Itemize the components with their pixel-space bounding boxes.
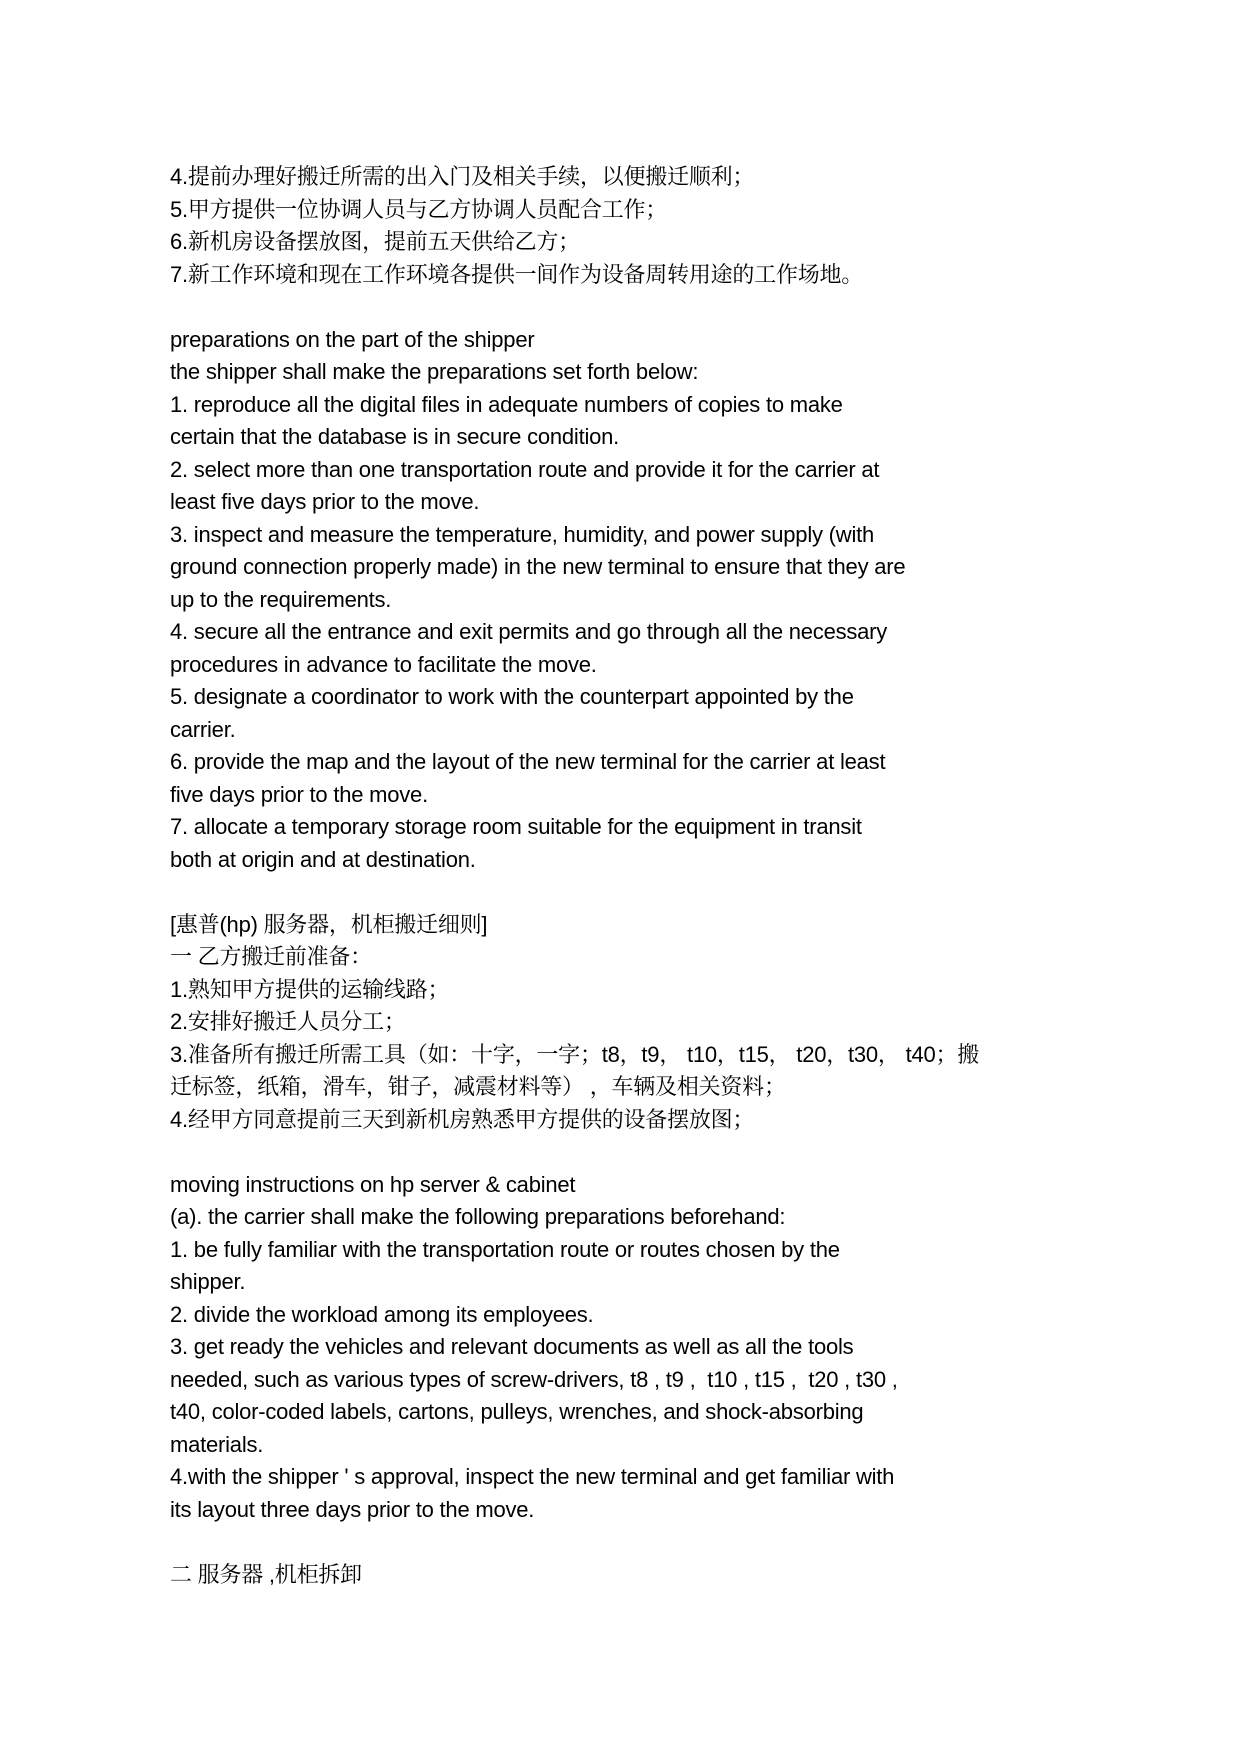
text-line: 一 乙方搬迁前准备：: [170, 944, 372, 969]
cn-section-two-heading: [170, 1559, 1180, 1592]
text-line: 4. secure all the entrance and exit permits and go through all the necessary: [170, 619, 888, 644]
text-line: 3. inspect and measure the temperature, humidity, and power supply (with: [170, 521, 875, 547]
text-line: carrier.: [170, 716, 236, 742]
text-line: its layout three days prior to the move.: [170, 1496, 535, 1522]
text-line: 6. provide the map and the layout of the new terminal for the carrier at least: [170, 749, 886, 774]
text-line: up to the requirements.: [170, 586, 392, 612]
text-line: 7.新工作环境和现在工作环境各提供一间作为设备周转用途的工作场地。: [170, 261, 864, 287]
text-line: both at origin and at destination.: [170, 846, 476, 872]
cn-hp-moving-rules: [170, 909, 1180, 1137]
text-line: 3. get ready the vehicles and relevant documents as well as all the tools: [170, 1334, 854, 1359]
text-line: 7. allocate a temporary storage room suitable for the equipment in transit: [170, 814, 862, 839]
text-line: 迁标签，纸箱，滑车，钳子，减震材料等） ，车辆及相关资料；: [170, 1074, 786, 1099]
text-line: t40, color-coded labels, cartons, pulleys, wrenches, and shock-absorbing: [170, 1399, 864, 1424]
text-line: moving instructions on hp server & cabinet: [170, 1171, 576, 1197]
text-line: 1.熟知甲方提供的运输线路；: [170, 976, 450, 1002]
document-body: [170, 161, 1180, 1591]
text-line: 1. be fully familiar with the transportation route or routes chosen by the: [170, 1236, 840, 1262]
text-line: 4.经甲方同意提前三天到新机房熟悉甲方提供的设备摆放图；: [170, 1106, 755, 1132]
text-line: certain that the database is in secure condition.: [170, 424, 620, 449]
en-moving-instructions-hp: [170, 1169, 1180, 1527]
text-line: [惠普(hp) 服务器，机柜搬迁细则]: [170, 911, 488, 937]
text-line: five days prior to the move.: [170, 781, 428, 807]
text-line: least five days prior to the move.: [170, 489, 480, 514]
text-line: ground connection properly made) in the new terminal to ensure that they are: [170, 554, 906, 579]
text-line: 4.提前办理好搬迁所需的出入门及相关手续，以便搬迁顺利；: [170, 164, 755, 189]
en-preparations-on-shipper: [170, 324, 1180, 877]
text-line: (a). the carrier shall make the following preparations beforehand:: [170, 1204, 786, 1229]
text-line: 2. select more than one transportation route and provide it for the carrier at: [170, 456, 880, 482]
text-line: 5.甲方提供一位协调人员与乙方协调人员配合工作；: [170, 196, 668, 222]
text-line: materials.: [170, 1431, 264, 1457]
text-line: procedures in advance to facilitate the move.: [170, 651, 597, 677]
text-line: 2. divide the workload among its employees.: [170, 1301, 594, 1327]
text-line: 3.准备所有搬迁所需工具（如：十字，一字；t8，t9， t10，t15， t20，t30， t40；搬: [170, 1041, 980, 1067]
cn-shipper-preparation-items: [170, 161, 1180, 291]
text-line: 2.安排好搬迁人员分工；: [170, 1009, 406, 1034]
text-line: the shipper shall make the preparations set forth below:: [170, 359, 699, 384]
text-line: 二 服务器 ,机柜拆卸: [170, 1561, 362, 1587]
text-line: shipper.: [170, 1269, 246, 1294]
text-line: 4.with the shipper ' s approval, inspect the new terminal and get familiar with: [170, 1464, 895, 1489]
text-line: 1. reproduce all the digital files in adequate numbers of copies to make: [170, 391, 843, 417]
text-line: 5. designate a coordinator to work with the counterpart appointed by the: [170, 684, 854, 709]
text-line: preparations on the part of the shipper: [170, 326, 535, 352]
text-line: needed, such as various types of screw-drivers, t8 , t9 , t10 , t15 , t20 , t30 ,: [170, 1366, 898, 1392]
text-line: 6.新机房设备摆放图，提前五天供给乙方；: [170, 229, 580, 254]
